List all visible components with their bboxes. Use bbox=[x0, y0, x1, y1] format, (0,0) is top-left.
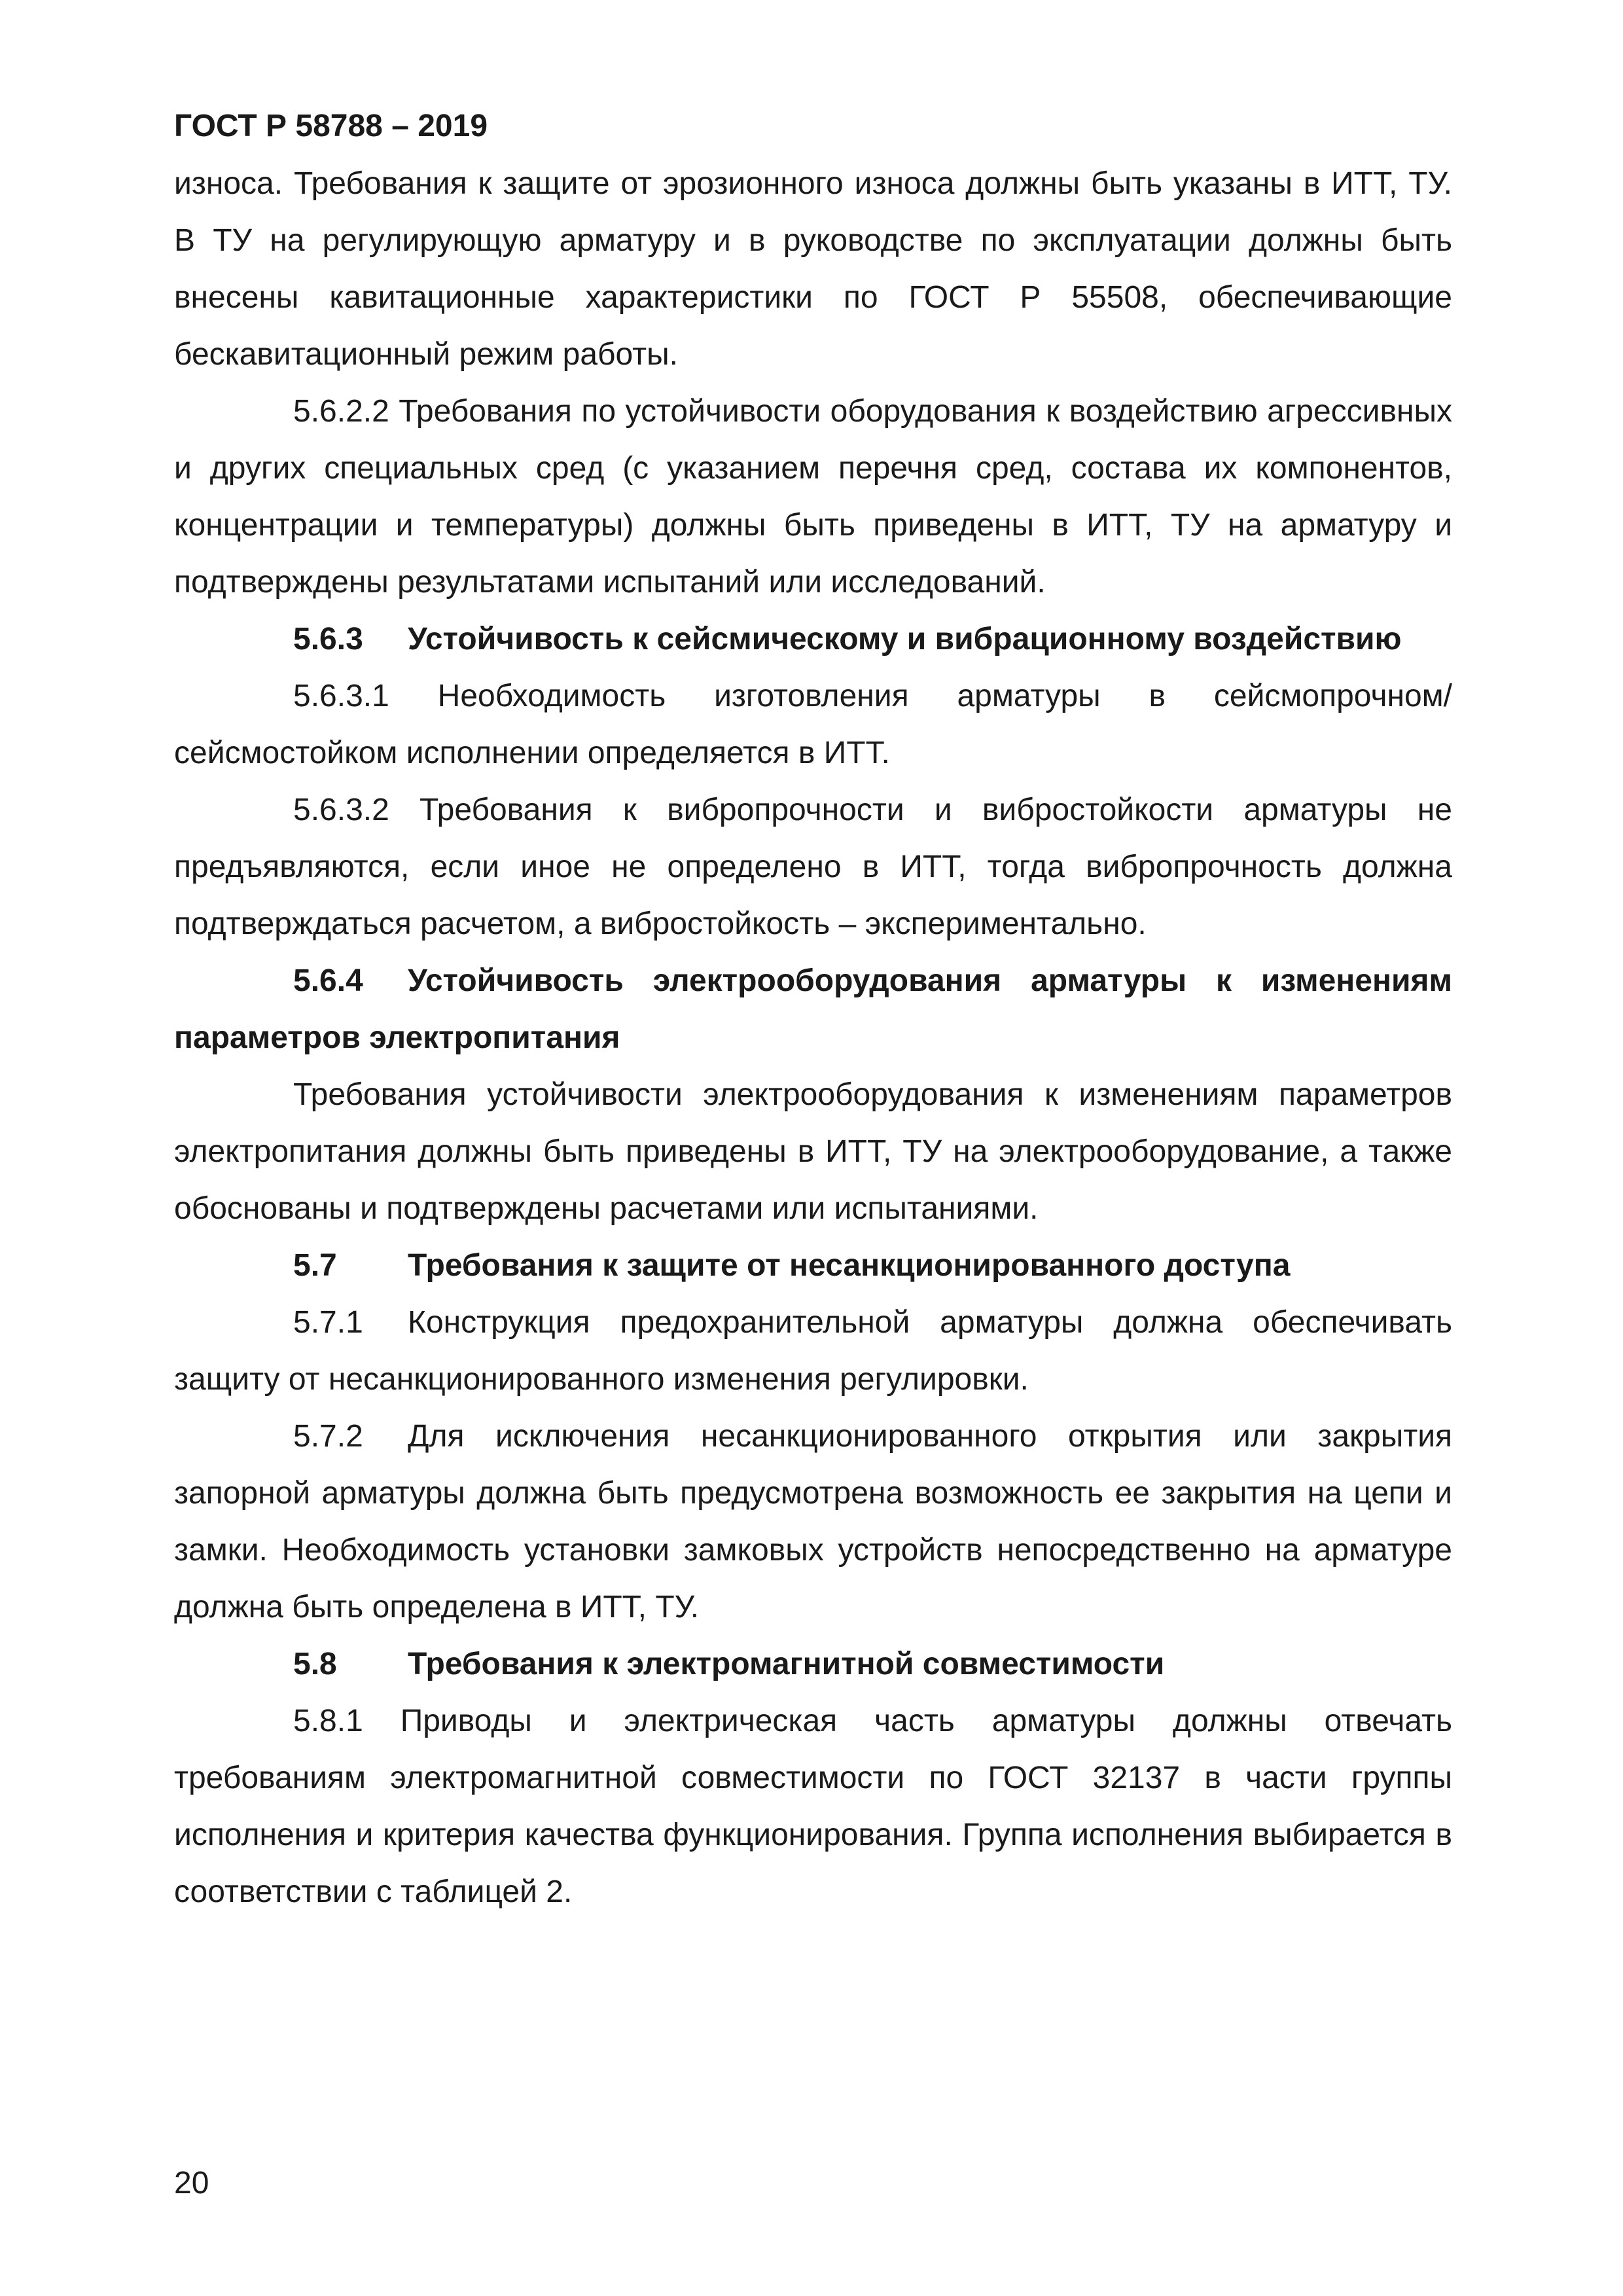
page-number: 20 bbox=[174, 2166, 209, 2200]
heading-number: 5.6.3 bbox=[293, 622, 363, 656]
clause-5-6-2-2 bbox=[174, 383, 1452, 611]
heading-text: Требования к защите от несанкционированного доступа bbox=[408, 1248, 1291, 1283]
clause-number: 5.6.3.1 bbox=[293, 679, 389, 713]
document-body bbox=[174, 155, 1452, 1920]
paragraph-electrical-stability bbox=[174, 1066, 1452, 1237]
heading-5-6-3 bbox=[174, 611, 1452, 668]
heading-number: 5.8 bbox=[293, 1647, 337, 1681]
heading-5-8 bbox=[174, 1636, 1452, 1693]
clause-5-6-3-1 bbox=[174, 668, 1452, 781]
paragraph-text: Требования устойчивости электрооборудования к изменениям параметров электропитания должны быть приведены в ИТТ, ТУ на электрооборудование, а также обоснованы и подтверждены расчетами или испытаниями. bbox=[174, 1077, 1452, 1226]
paragraph-text: износа. Требования к защите от эрозионного износа должны быть указаны в ИТТ, ТУ. В ТУ на регулирующую арматуру и в руководстве по эксплуатации должны быть внесены кавитационные характеристики по ГОСТ Р 55508, обеспечивающие бескавитационный режим работы. bbox=[174, 166, 1452, 372]
clause-text: Необходимость изготовления арматуры в сейсмопрочном/сейсмостойком исполнении определяется в ИТТ. bbox=[174, 679, 1452, 770]
clause-5-6-3-2 bbox=[174, 781, 1452, 952]
clause-5-7-2 bbox=[174, 1408, 1452, 1636]
document-header: ГОСТ Р 58788 – 2019 bbox=[174, 109, 488, 143]
heading-5-6-4 bbox=[174, 952, 1452, 1066]
clause-number: 5.7.2 bbox=[293, 1419, 363, 1454]
heading-5-7 bbox=[174, 1237, 1452, 1294]
heading-text: Требования к электромагнитной совместимости bbox=[408, 1647, 1165, 1681]
clause-text: Конструкция предохранительной арматуры должна обеспечивать защиту от несанкционированного изменения регулировки. bbox=[174, 1305, 1452, 1397]
heading-number: 5.6.4 bbox=[293, 963, 363, 998]
clause-number: 5.6.2.2 bbox=[293, 394, 389, 429]
heading-number: 5.7 bbox=[293, 1248, 337, 1283]
clause-number: 5.7.1 bbox=[293, 1305, 363, 1340]
clause-text: Требования по устойчивости оборудования к воздействию агрессивных и других специальных сред (с указанием перечня сред, состава их компонентов, концентрации и температуры) должны быть приведены в ИТТ, ТУ на арматуру и подтверждены результатами испытаний или исследований. bbox=[174, 394, 1452, 600]
clause-number: 5.8.1 bbox=[293, 1704, 363, 1738]
heading-text: Устойчивость электрооборудования арматуры к изменениям параметров электропитания bbox=[174, 963, 1452, 1055]
clause-text: Требования к вибропрочности и вибростойкости арматуры не предъявляются, если иное не определено в ИТТ, тогда вибропрочность должна подтверждаться расчетом, а вибростойкость – экспериментально. bbox=[174, 793, 1452, 941]
clause-5-7-1 bbox=[174, 1294, 1452, 1408]
clause-text: Для исключения несанкционированного открытия или закрытия запорной арматуры должна быть предусмотрена возможность ее закрытия на цепи и замки. Необходимость установки замковых устройств непосредственно на арматуре должна быть определена в ИТТ, ТУ. bbox=[174, 1419, 1452, 1624]
heading-text: Устойчивость к сейсмическому и вибрационному воздействию bbox=[408, 622, 1402, 656]
clause-text: Приводы и электрическая часть арматуры должны отвечать требованиям электромагнитной совместимости по ГОСТ 32137 в части группы исполнения и критерия качества функционирования. Группа исполнения выбирается в соответствии с таблицей 2. bbox=[174, 1704, 1452, 1909]
clause-5-8-1 bbox=[174, 1693, 1452, 1920]
clause-number: 5.6.3.2 bbox=[293, 793, 389, 827]
paragraph-continuation bbox=[174, 155, 1452, 383]
